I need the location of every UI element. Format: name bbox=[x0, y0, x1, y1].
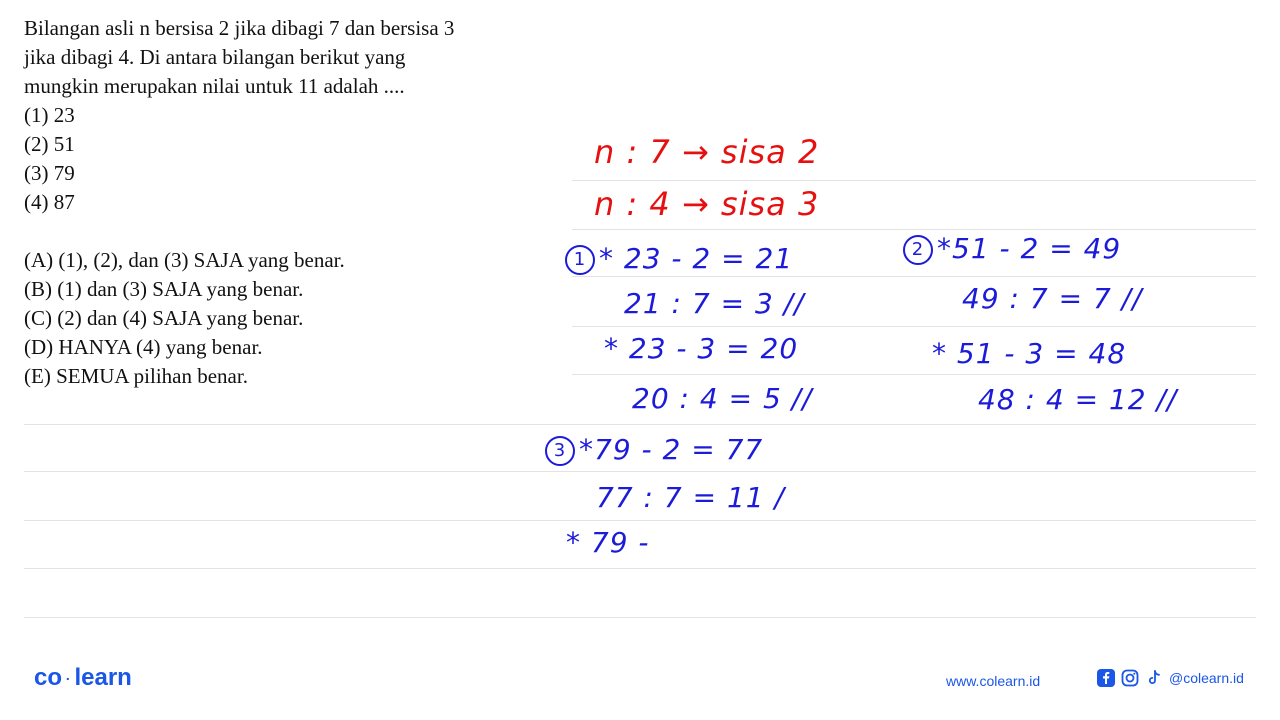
instagram-icon[interactable] bbox=[1121, 669, 1139, 687]
rule-line bbox=[24, 471, 1256, 472]
handwriting-line: 77 : 7 = 11 / bbox=[596, 481, 785, 514]
statement-option: (1) 23 bbox=[24, 103, 75, 127]
handwriting-line: * 79 - bbox=[566, 526, 650, 559]
handwriting-text: * 23 - 2 = 21 bbox=[599, 242, 794, 275]
answer-choice: (C) (2) dan (4) SAJA yang benar. bbox=[24, 306, 304, 330]
question-line: jika dibagi 4. Di antara bilangan berikut yang bbox=[24, 45, 406, 69]
logo-text-right: learn bbox=[74, 664, 132, 691]
rule-line bbox=[572, 276, 1256, 277]
rule-line bbox=[24, 424, 1256, 425]
answer-choice: (B) (1) dan (3) SAJA yang benar. bbox=[24, 277, 304, 301]
website-link[interactable]: www.colearn.id bbox=[946, 673, 1041, 689]
logo-text-left: co bbox=[34, 664, 63, 691]
tiktok-icon[interactable] bbox=[1145, 669, 1163, 687]
statement-option: (4) 87 bbox=[24, 190, 75, 214]
logo-dot: · bbox=[62, 670, 75, 687]
social-handle[interactable]: @colearn.id bbox=[1169, 670, 1244, 686]
handwriting-line bbox=[903, 232, 1122, 265]
handwriting-line: 49 : 7 = 7 // bbox=[962, 282, 1143, 315]
rule-line bbox=[24, 520, 1256, 521]
handwriting-line bbox=[545, 433, 764, 466]
handwriting-line: * 51 - 3 = 48 bbox=[932, 337, 1127, 370]
answer-choice: (D) HANYA (4) yang benar. bbox=[24, 335, 263, 359]
colearn-logo[interactable] bbox=[34, 664, 132, 692]
question-line: Bilangan asli n bersisa 2 jika dibagi 7 dan bersisa 3 bbox=[24, 16, 455, 40]
answer-choice: (E) SEMUA pilihan benar. bbox=[24, 364, 248, 388]
case-number-circle: 1 bbox=[565, 245, 595, 275]
case-number-circle: 3 bbox=[545, 436, 575, 466]
handwriting-text: *51 - 2 = 49 bbox=[937, 232, 1122, 265]
question-block bbox=[24, 14, 584, 391]
handwriting-line: 20 : 4 = 5 // bbox=[632, 382, 813, 415]
handwriting-line bbox=[565, 242, 794, 275]
handwriting-text: *79 - 2 = 77 bbox=[579, 433, 764, 466]
facebook-icon[interactable] bbox=[1097, 669, 1115, 687]
handwriting-line: * 23 - 3 = 20 bbox=[604, 332, 799, 365]
handwriting-line: 48 : 4 = 12 // bbox=[978, 383, 1178, 416]
rule-line bbox=[572, 180, 1256, 181]
question-line: mungkin merupakan nilai untuk 11 adalah .... bbox=[24, 74, 405, 98]
handwriting-line: 21 : 7 = 3 // bbox=[624, 287, 805, 320]
rule-line bbox=[572, 326, 1256, 327]
rule-line bbox=[572, 229, 1256, 230]
answer-choice: (A) (1), (2), dan (3) SAJA yang benar. bbox=[24, 248, 345, 272]
statement-option: (2) 51 bbox=[24, 132, 75, 156]
statement-option: (3) 79 bbox=[24, 161, 75, 185]
rule-line bbox=[24, 568, 1256, 569]
social-links bbox=[1097, 669, 1244, 687]
rule-line bbox=[24, 617, 1256, 618]
handwriting-red: n : 7 → sisa 2 bbox=[594, 133, 820, 171]
rule-line bbox=[572, 374, 1256, 375]
case-number-circle: 2 bbox=[903, 235, 933, 265]
handwriting-red: n : 4 → sisa 3 bbox=[594, 185, 820, 223]
